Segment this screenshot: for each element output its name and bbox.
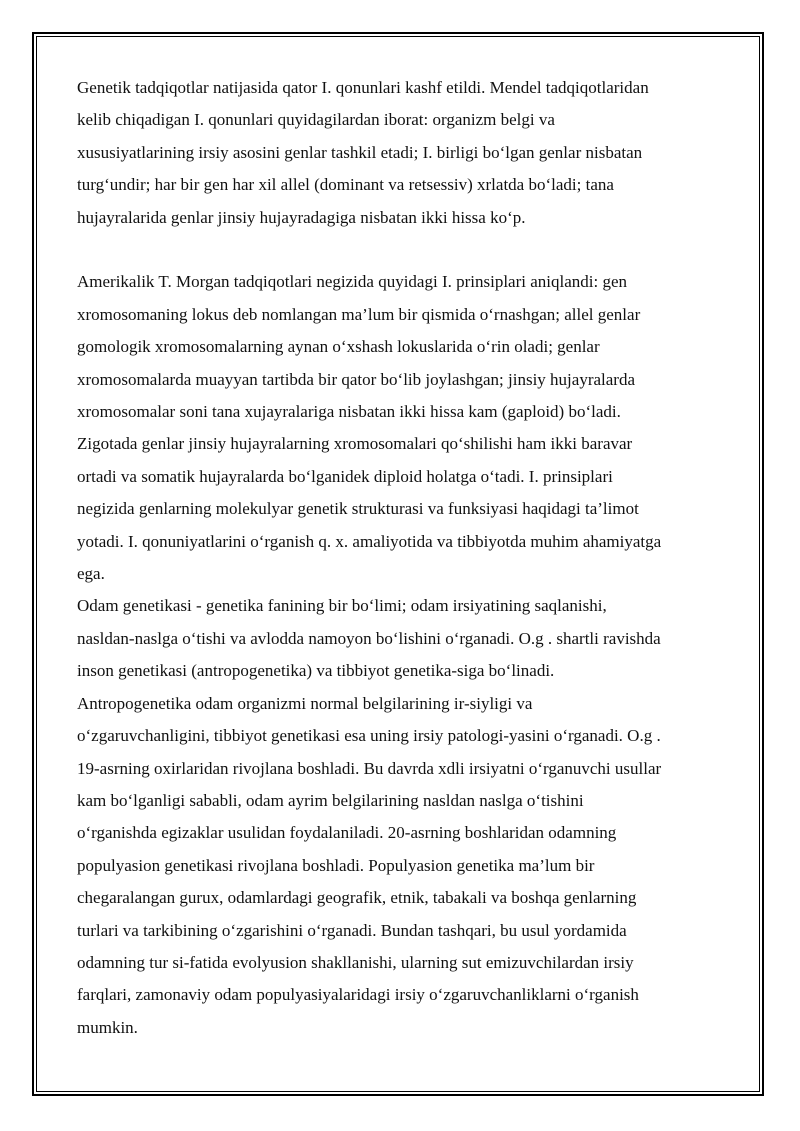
paragraph-morgan-principles: Amerikalik T. Morgan tadqiqotlari negizida quyidagi I. prinsiplari aniqlandi: gen xromosomaning lokus deb nomlangan ma’lum bir qismida o‘rnashgan; allel genlar gomologik xromosomalarning aynan o‘xshash lokuslarida o‘rin oladi; genlar xromosomalarda muayyan tartibda bir qator bo‘lib joylashgan; jinsiy hujayralarda xromosomalar soni tana xujayralariga nisbatan ikki hissa kam (gaploid) bo‘ladi. Zigotada genlar jinsiy hujayralarning xromosomalari qo‘shilishi ham ikki baravar ortadi va somatik hujayralarda bo‘lganidek diploid holatga o‘tadi. I. prinsiplari negizida genlarning molekulyar genetik strukturasi va funksiyasi haqidagi ta’limot yotadi. I. qonuniyatlarini o‘rganish q. x. amaliyotida va tibbiyotda muhim ahamiyatga ega. — [77, 272, 662, 584]
paragraph-human-genetics: Odam genetikasi - genetika fanining bir bo‘limi; odam irsiyatining saqlanishi, nasldan-naslga o‘tishi va avlodda namoyon bo‘lishini o‘rganadi. O.g . shartli ravishda inson genetikasi (antropogenetika) va tibbiyot genetika-siga bo‘linadi. Antropogenetika odam organizmi normal belgilarining ir-siyligi va o‘zgaruvchanligini, tibbiyot genetikasi esa uning irsiy patologi-yasini o‘rganadi. O.g . 19-asrning oxirlaridan rivojlana boshladi. Bu davrda xdli irsiyatni o‘rganuvchi usullar kam bo‘lganligi sababli, odam ayrim belgilarining nasldan naslga o‘tishini o‘rganishda egizaklar usulidan foydalaniladi. 20-asrning boshlaridan odamning populyasion genetikasi rivojlana boshladi. Populyasion genetika ma’lum bir chegaralangan gurux, odamlardagi geografik, etnik, tabakali va boshqa genlarning turlari va tarkibining o‘zgarishini o‘rganadi. Bundan tashqari, bu usul yordamida odamning tur si-fatida evolyusion shakllanishi, ularning sut emizuvchilardan irsiy farqlari, zamonaviy odam populyasiyalaridagi irsiy o‘zgaruvchanliklarni o‘rganish mumkin. — [77, 596, 662, 1037]
document-body — [77, 72, 727, 1044]
paragraph-spacer — [77, 234, 727, 266]
paragraph-mendel-laws: Genetik tadqiqotlar natijasida qator I. qonunlari kashf etildi. Mendel tadqiqotlaridan kelib chiqadigan I. qonunlari quyidagilardan iborat: organizm belgi va xususiyatlarining irsiy asosini genlar tashkil etadi; I. birligi bo‘lgan genlar nisbatan turg‘undir; har bir gen har xil allel (dominant va retsessiv) xrlatda bo‘ladi; tana hujayralarida genlar jinsiy hujayradagiga nisbatan ikki hissa ko‘p. — [77, 78, 649, 227]
